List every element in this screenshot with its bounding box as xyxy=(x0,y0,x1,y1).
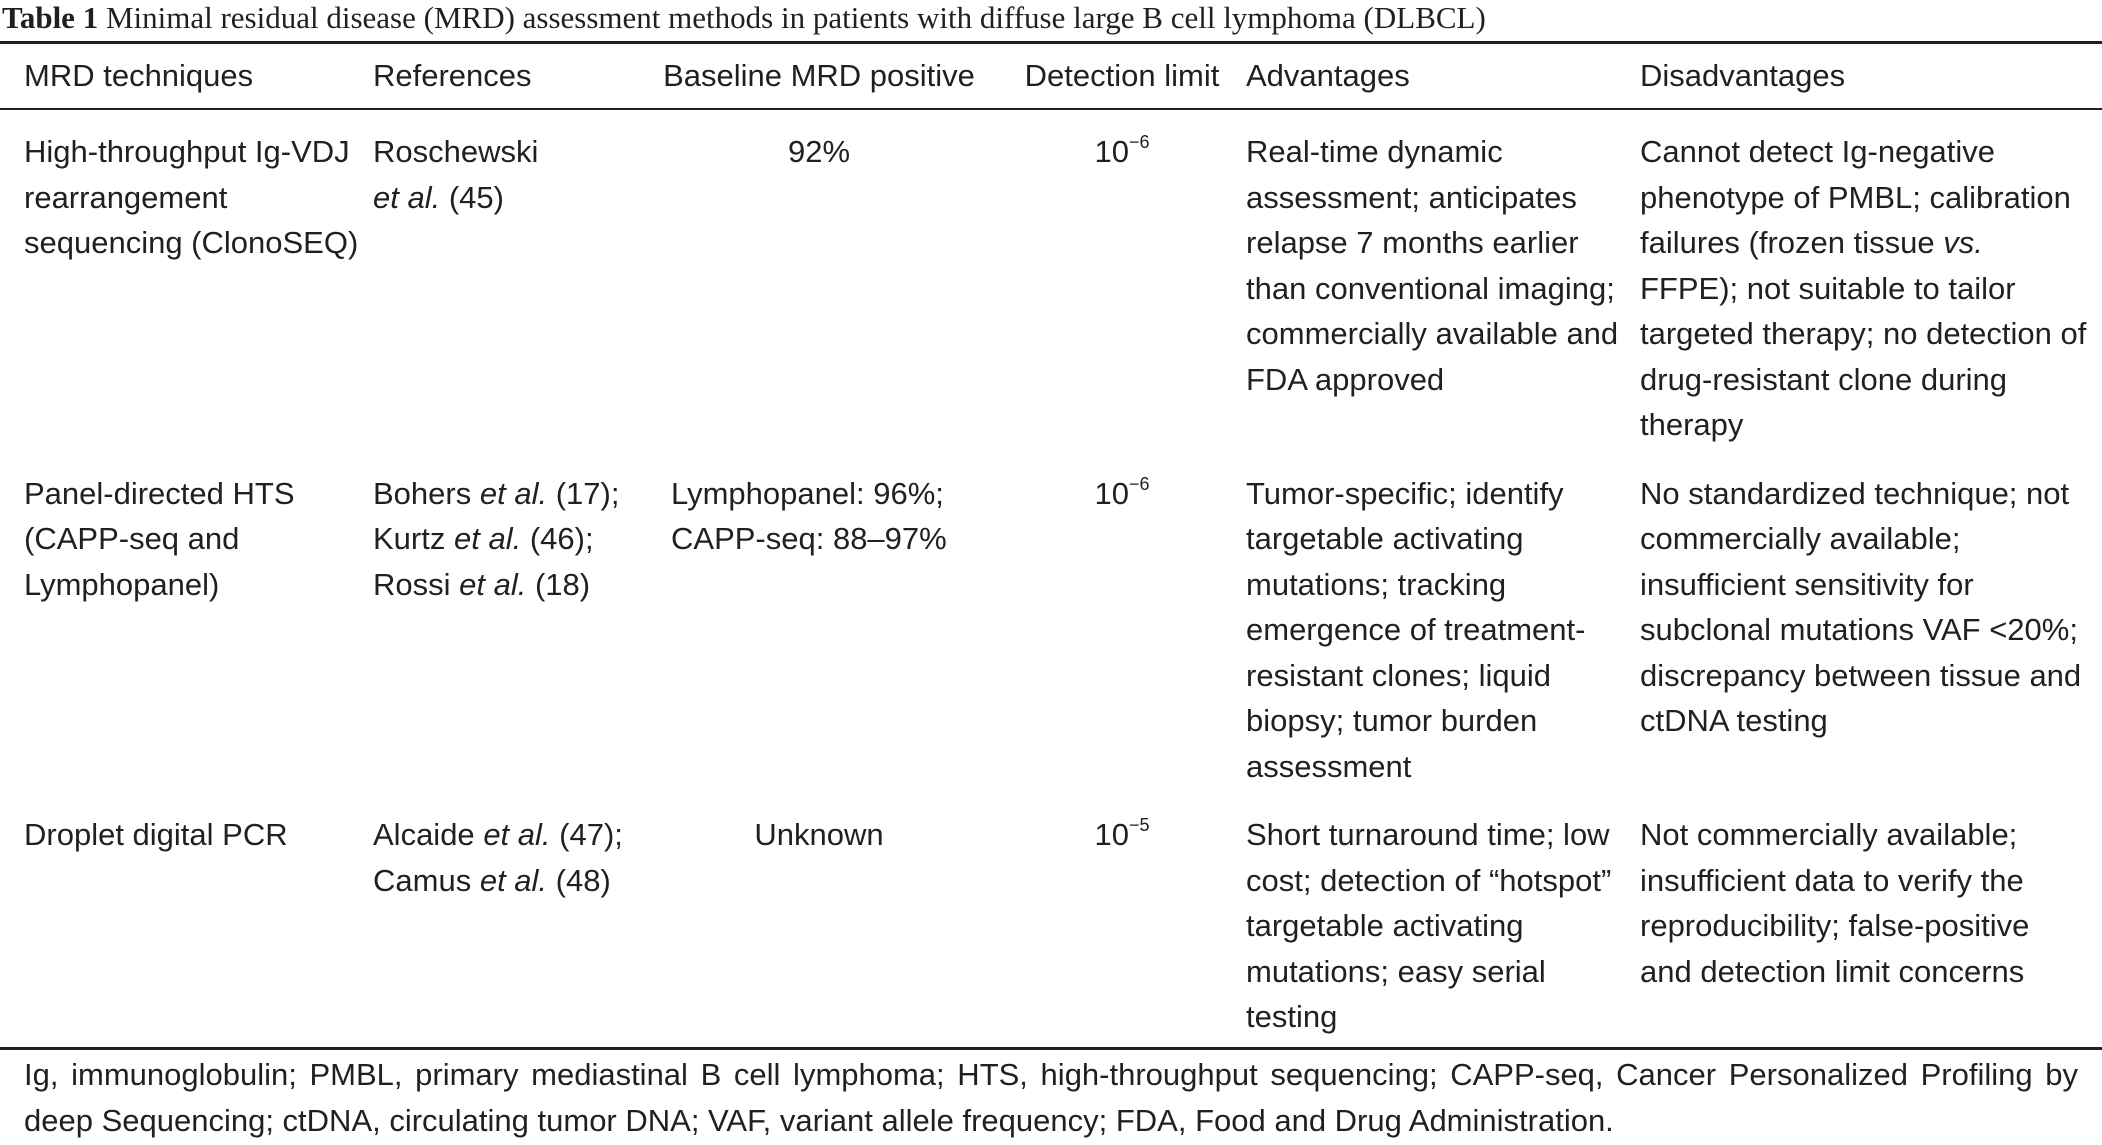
baseline-value: CAPP-seq: 88–97% xyxy=(671,521,947,556)
reference-separator: ; xyxy=(610,475,620,511)
reference-entry xyxy=(373,129,640,220)
cell-advantages: Real-time dynamic assessment; anticipates relapse 7 months earlier than conventional imaging; commercially available and FDA approved xyxy=(1246,134,1619,397)
table-row xyxy=(0,471,2102,813)
cell-detection-limit xyxy=(998,812,1246,1063)
disadvantages-text: Cannot detect Ig-negative phenotype of PMBL; calibration failures (frozen tissue xyxy=(1640,134,2071,260)
table-row xyxy=(0,108,2102,471)
reference-etal: et al. xyxy=(453,521,522,556)
cell-technique: High-throughput Ig-VDJ rearrangement sequencing (ClonoSEQ) xyxy=(24,134,359,260)
reference-entry xyxy=(373,516,640,562)
reference-author: Bohers xyxy=(373,475,472,511)
reference-separator: ; xyxy=(584,521,594,556)
table-row xyxy=(0,812,2102,1063)
baseline-value: Lymphopanel: 96%; xyxy=(671,475,944,511)
mrd-methods-table xyxy=(0,44,2102,1063)
limit-exponent: −5 xyxy=(1128,815,1150,835)
reference-number: (47) xyxy=(559,817,615,852)
reference-etal: et al. xyxy=(459,566,527,602)
cell-baseline xyxy=(640,108,998,471)
disadvantages-text: No standardized technique; not commercially available; insufficient sensitivity for subclonal mutations VAF <20%; discrepancy between tissue and ctDNA testing xyxy=(1640,475,2082,738)
header-limit: Detection limit xyxy=(1024,58,1220,93)
limit-exponent: −6 xyxy=(1128,132,1150,152)
cell-baseline xyxy=(640,471,998,813)
reference-number: (48) xyxy=(555,862,611,898)
reference-number: (46) xyxy=(529,521,585,556)
cell-detection-limit xyxy=(998,108,1246,471)
reference-author: Kurtz xyxy=(373,521,446,556)
cell-disadvantages xyxy=(1640,812,2102,1063)
limit-base: 10 xyxy=(1094,475,1129,511)
baseline-value: 92% xyxy=(787,134,851,169)
reference-author: Roschewski xyxy=(373,134,539,169)
cell-disadvantages xyxy=(1640,108,2102,471)
reference-number: (17) xyxy=(555,475,611,511)
reference-etal: et al. xyxy=(479,862,548,898)
cell-advantages: Tumor-specific; identify targetable activating mutations; tracking emergence of treatment-resistant clones; liquid biopsy; tumor burden assessment xyxy=(1246,475,1586,784)
limit-exponent: −6 xyxy=(1128,473,1150,494)
reference-number: (18) xyxy=(534,566,591,602)
baseline-value: Unknown xyxy=(754,817,884,852)
header-baseline: Baseline MRD positive xyxy=(663,58,975,93)
reference-entry xyxy=(373,562,640,608)
disadvantages-text-continued: FFPE); not suitable to tailor targeted therapy; no detection of drug-resistant clone during therapy xyxy=(1640,270,2087,442)
table-caption xyxy=(0,0,2102,36)
reference-entry xyxy=(373,812,640,858)
reference-etal: et al. xyxy=(479,475,548,511)
reference-entry xyxy=(373,858,640,904)
header-row xyxy=(0,44,2102,108)
reference-etal: et al. xyxy=(373,179,441,215)
header-disadvantages: Disadvantages xyxy=(1640,58,1846,93)
cell-references xyxy=(373,108,640,471)
table-footnote: Ig, immunoglobulin; PMBL, primary mediastinal B cell lymphoma; HTS, high-throughput sequencing; CAPP-seq, Cancer Personalized Profiling by deep Sequencing; ctDNA, circulating tumor DNA; VAF, variant allele frequency; FDA, Food and Drug Administration. xyxy=(24,1057,2078,1138)
cell-advantages: Short turnaround time; low cost; detection of “hotspot” targetable activating mutations; easy serial testing xyxy=(1246,817,1612,1034)
table-label: Table 1 xyxy=(2,0,99,35)
cell-references xyxy=(373,812,640,1063)
header-advantages: Advantages xyxy=(1246,58,1410,93)
limit-base: 10 xyxy=(1094,817,1129,852)
header-references: References xyxy=(373,58,532,93)
reference-entry xyxy=(373,471,640,517)
cell-technique: Panel-directed HTS (CAPP-seq and Lymphopanel) xyxy=(24,475,295,602)
cell-disadvantages xyxy=(1640,471,2102,813)
reference-number: (45) xyxy=(448,179,504,215)
reference-separator: ; xyxy=(614,817,623,852)
cell-detection-limit xyxy=(998,471,1246,813)
limit-base: 10 xyxy=(1094,134,1129,169)
cell-references xyxy=(373,471,640,813)
reference-etal: et al. xyxy=(483,817,551,852)
reference-author: Alcaide xyxy=(373,817,475,852)
header-technique: MRD techniques xyxy=(24,58,254,93)
cell-technique: Droplet digital PCR xyxy=(24,817,288,852)
reference-author: Rossi xyxy=(373,566,451,602)
table-title: Minimal residual disease (MRD) assessment methods in patients with diffuse large B cell lymphoma (DLBCL) xyxy=(105,0,1486,35)
cell-baseline xyxy=(640,812,998,1063)
reference-author: Camus xyxy=(373,862,472,898)
disadvantages-italic: vs. xyxy=(1943,225,1983,260)
disadvantages-text: Not commercially available; insufficient data to verify the reproducibility; false-positive and detection limit concerns xyxy=(1640,817,2030,989)
